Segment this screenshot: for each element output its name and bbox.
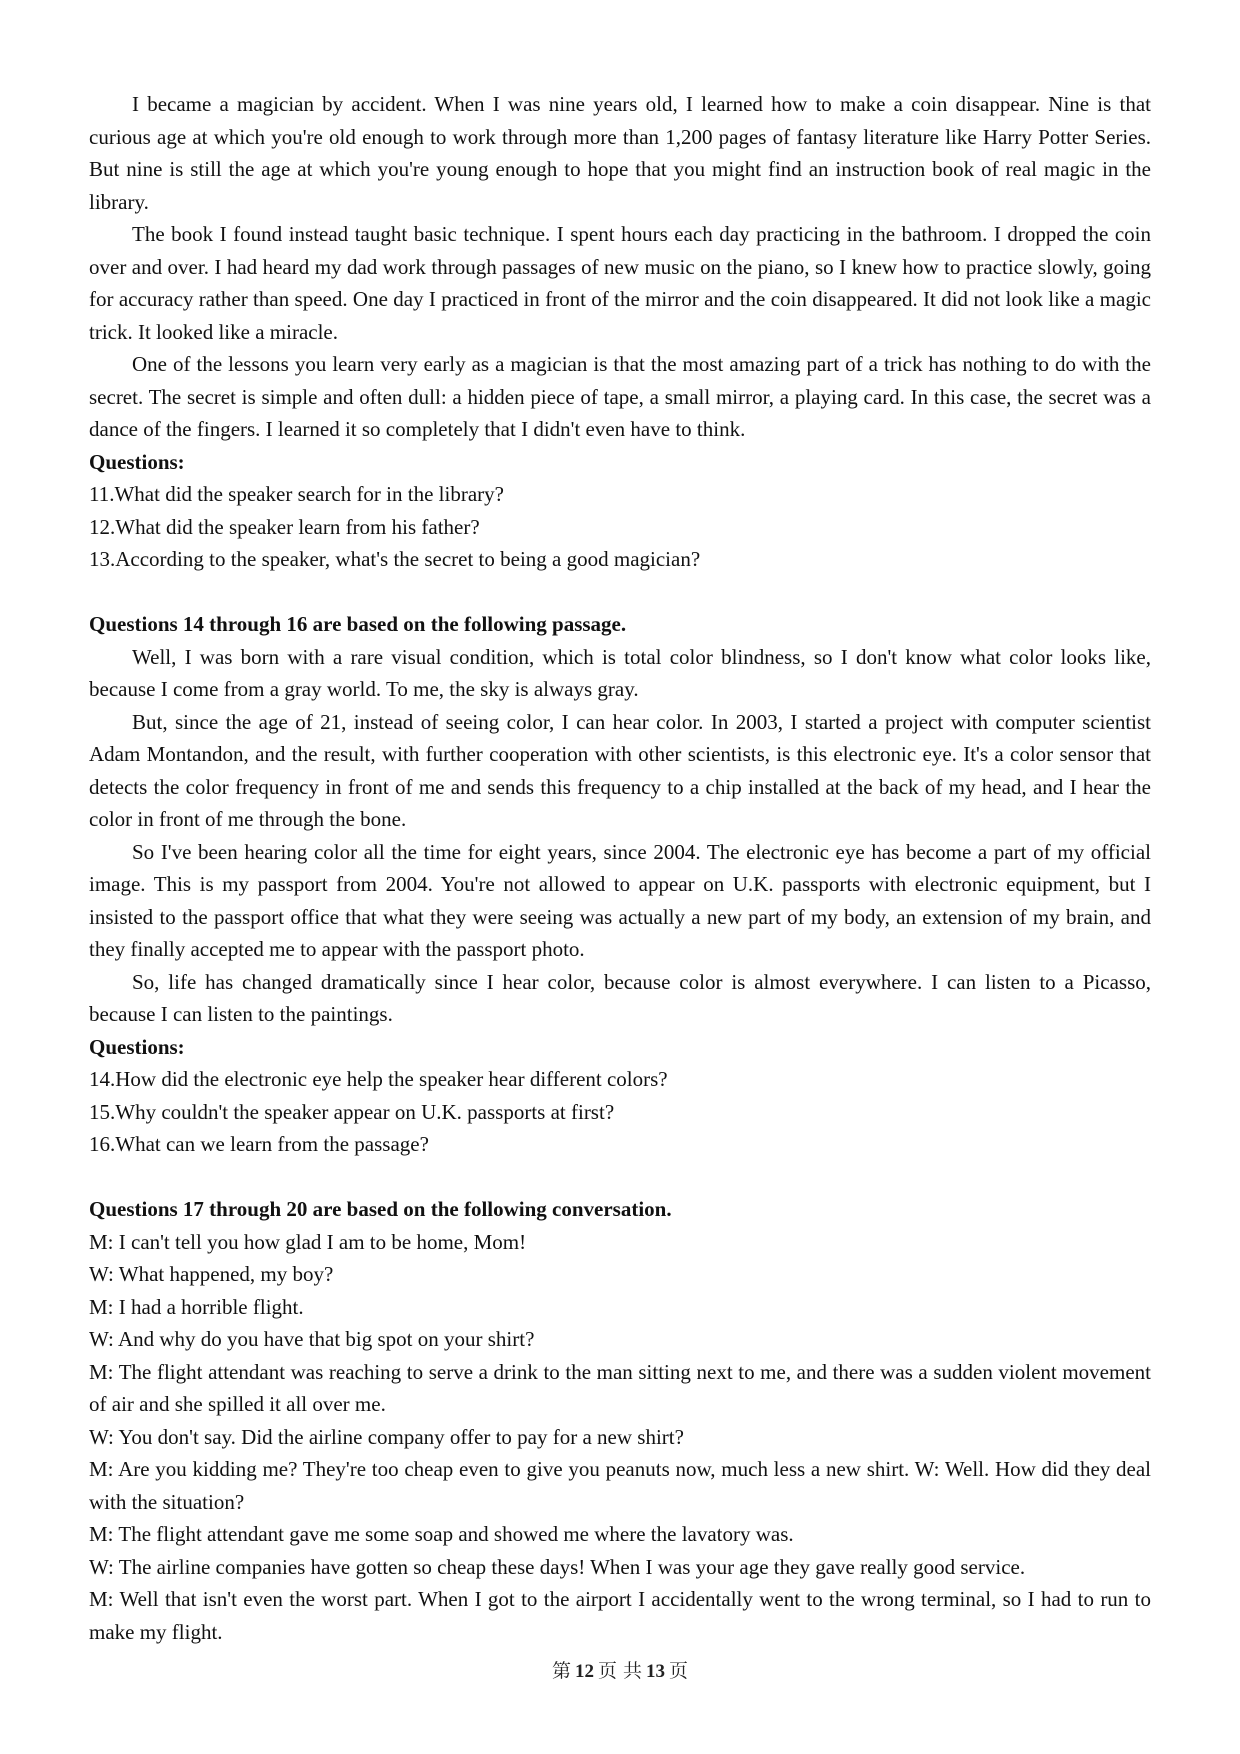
dialogue-line: M: The flight attendant gave me some soap and showed me where the lavatory was. (89, 1522, 794, 1546)
paragraph: But, since the age of 21, instead of seeing color, I can hear color. In 2003, I started a project with computer scientist Adam Montandon, and the result, with further cooperation with other scientists, is this electronic eye. It's a color sensor that detects the color frequency in front of me and sends this frequency to a chip installed at the back of my head, and I hear the color in front of me through the bone. (89, 709, 1151, 831)
footer-middle: 页 共 (597, 1660, 643, 1682)
paragraph: So I've been hearing color all the time for eight years, since 2004. The electronic eye has become a part of my official image. This is my passport from 2004. You're not allowed to appear on U.K. passports with electronic equipment, but I insisted to the passport office that what they were seeing was actually a new part of my body, an extension of my brain, and they finally accepted me to appear with the passport photo. (89, 839, 1151, 961)
dialogue-line: W: And why do you have that big spot on your shirt? (89, 1327, 535, 1351)
page-total: 13 (646, 1661, 666, 1682)
dialogue-line: M: I had a horrible flight. (89, 1294, 304, 1319)
passage-color-hearing (89, 608, 1151, 1161)
questions-label: Questions: (89, 449, 185, 474)
dialogue-line: M: The flight attendant was reaching to serve a drink to the man sitting next to me, and there was a sudden violent movement of air and she spilled it all over me. (89, 1359, 1151, 1416)
dialogue-line: W: What happened, my boy? (89, 1262, 334, 1286)
paragraph: Well, I was born with a rare visual condition, which is total color blindness, so I don't know what color looks like, because I come from a gray world. To me, the sky is always gray. (89, 644, 1151, 701)
section-heading: Questions 14 through 16 are based on the following passage. (89, 612, 627, 636)
dialogue-line: W: You don't say. Did the airline company offer to pay for a new shirt? (89, 1424, 684, 1449)
paragraph: The book I found instead taught basic technique. I spent hours each day practicing in the bathroom. I dropped the coin over and over. I had heard my dad work through passages of new music on the piano, so I knew how to practice slowly, going for accuracy rather than speed. One day I practiced in front of the mirror and the coin disappeared. It did not look like a magic trick. It looked like a miracle. (89, 222, 1151, 344)
question-item: 16.What can we learn from the passage? (89, 1132, 429, 1156)
questions-label: Questions: (89, 1034, 185, 1059)
document-body (89, 88, 1151, 1648)
footer-suffix: 页 (669, 1660, 689, 1682)
dialogue-line: M: Are you kidding me? They're too cheap even to give you peanuts now, much less a new shirt. W: Well. How did they deal with the situation? (89, 1457, 1151, 1514)
paragraph: One of the lessons you learn very early as a magician is that the most amazing part of a trick has nothing to do with the secret. The secret is simple and often dull: a hidden piece of tape, a small mirror, a playing card. In this case, the secret was a dance of the fingers. I learned it so completely that I didn't even have to think. (89, 352, 1151, 441)
footer-prefix: 第 (551, 1660, 571, 1682)
passage-magician (89, 88, 1151, 576)
question-item: 12.What did the speaker learn from his father? (89, 514, 480, 539)
question-item: 13.According to the speaker, what's the secret to being a good magician? (89, 547, 701, 571)
question-item: 11.What did the speaker search for in the library? (89, 482, 504, 506)
dialogue-line: W: The airline companies have gotten so cheap these days! When I was your age they gave really good service. (89, 1554, 1026, 1579)
question-item: 14.How did the electronic eye help the speaker hear different colors? (89, 1067, 668, 1091)
section-heading: Questions 17 through 20 are based on the following conversation. (89, 1197, 672, 1221)
dialogue-line: M: Well that isn't even the worst part. When I got to the airport I accidentally went to the wrong terminal, so I had to run to make my flight. (89, 1587, 1151, 1644)
paragraph: So, life has changed dramatically since I hear color, because color is almost everywhere. I can listen to a Picasso, because I can listen to the paintings. (89, 969, 1151, 1026)
dialogue-line: M: I can't tell you how glad I am to be home, Mom! (89, 1229, 527, 1254)
question-item: 15.Why couldn't the speaker appear on U.K. passports at first? (89, 1099, 615, 1124)
page-footer (0, 1656, 1240, 1683)
page-number: 12 (574, 1661, 594, 1682)
paragraph: I became a magician by accident. When I was nine years old, I learned how to make a coin disappear. Nine is that curious age at which you're old enough to work through more than 1,200 pages of fantasy literature like Harry Potter Series. But nine is still the age at which you're young enough to hope that you might find an instruction book of real magic in the library. (89, 92, 1151, 214)
conversation-flight (89, 1193, 1151, 1648)
